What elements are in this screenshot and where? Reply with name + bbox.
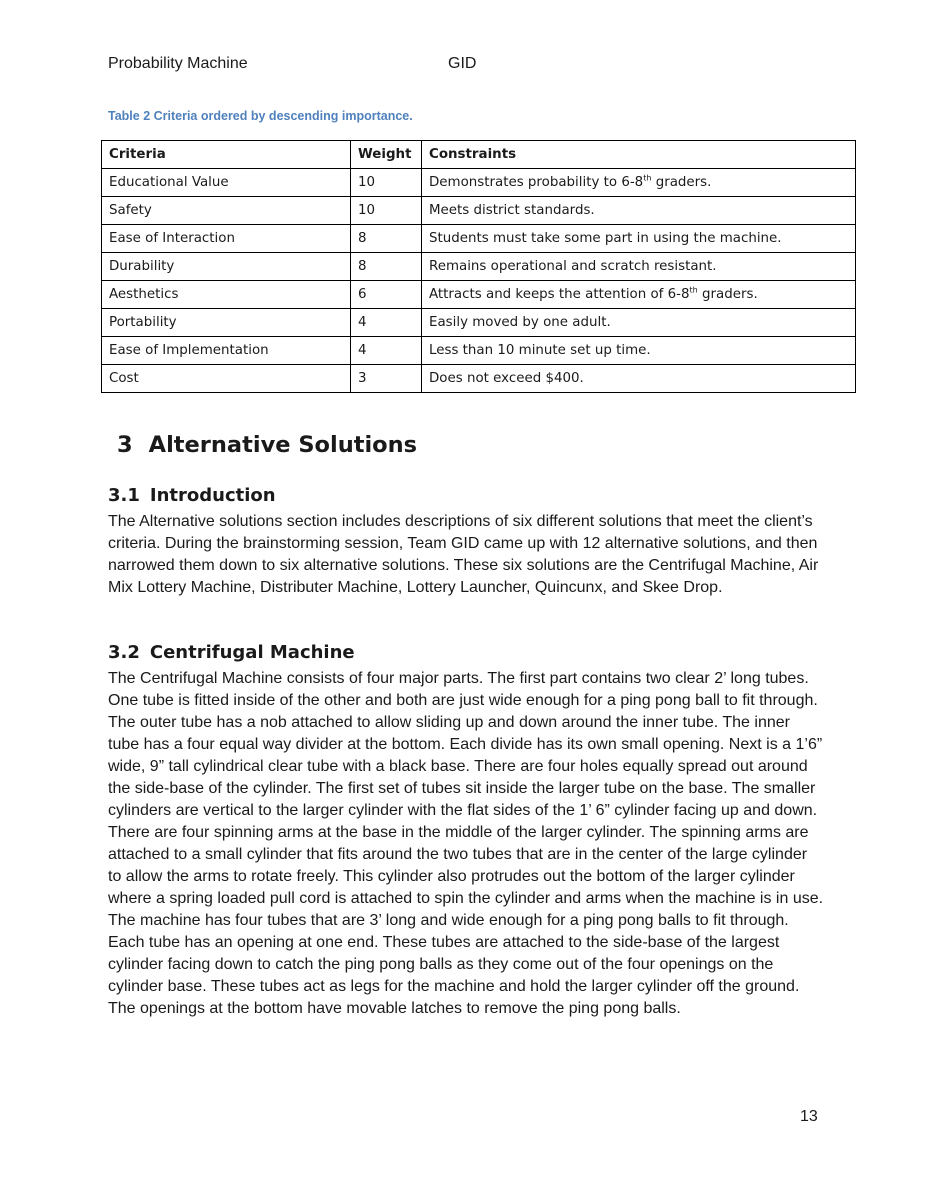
criteria-cell: Ease of Implementation xyxy=(102,337,351,365)
table-row xyxy=(102,365,856,393)
ordinal-suffix: th xyxy=(689,285,698,295)
table-row xyxy=(102,169,856,197)
weight-cell: 10 xyxy=(351,197,422,225)
table-row xyxy=(102,253,856,281)
criteria-cell: Safety xyxy=(102,197,351,225)
weight-cell: 8 xyxy=(351,253,422,281)
weight-cell: 8 xyxy=(351,225,422,253)
criteria-cell: Aesthetics xyxy=(102,281,351,309)
ordinal-suffix: th xyxy=(643,173,652,183)
constraint-cell: Remains operational and scratch resistant. xyxy=(422,253,856,281)
running-header-title: Probability Machine xyxy=(108,55,248,72)
section-title: Alternative Solutions xyxy=(148,432,418,458)
constraint-cell: Easily moved by one adult. xyxy=(422,309,856,337)
introduction-paragraph: The Alternative solutions section includes descriptions of six different solutions that meet the client’s criteria. During the brainstorming session, Team GID came up with 12 alternative solutions, and then narrowed them down to six alternative solutions. These six solutions are the Centrifugal Machine, Air Mix Lottery Machine, Distributer Machine, Lottery Launcher, Quincunx, and Skee Drop. xyxy=(108,513,819,596)
subsection-heading-introduction xyxy=(108,485,276,506)
weight-cell: 6 xyxy=(351,281,422,309)
subsection-heading-centrifugal xyxy=(108,642,355,663)
criteria-cell: Ease of Interaction xyxy=(102,225,351,253)
table-row xyxy=(102,197,856,225)
table-row xyxy=(102,281,856,309)
subsection-title: Introduction xyxy=(149,485,276,506)
centrifugal-paragraph: The Centrifugal Machine consists of four major parts. The first part contains two clear 2’ long tubes. One tube is fitted inside of the other and both are just wide enough for a ping pong ball to fit through. The outer tube has a nob attached to allow sliding up and down around the inner tube. The inner tube has a four equal way divider at the bottom. Each divide has its own small opening. Next is a 1’6” wide, 9” tall cylindrical clear tube with a black base. There are four holes equally spread out around the side-base of the cylinder. The first set of tubes sit inside the larger tube on the base. The smaller cylinders are vertical to the larger cylinder with the flat sides of the 1’ 6” cylinder facing up and down. There are four spinning arms at the base in the middle of the larger cylinder. The spinning arms are attached to a small cylinder that fits around the two tubes that are in the center of the large cylinder to allow the arms to rotate freely. This cylinder also protrudes out the bottom of the larger cylinder where a spring loaded pull cord is attached to spin the cylinder and arms when the machine is in use. The machine has four tubes that are 3’ long and wide enough for a ping pong balls to fit through. Each tube has an opening at one end. These tubes are attached to the side-base of the largest cylinder facing down to catch the ping pong balls as they come out of the four openings on the cylinder base. These tubes act as legs for the machine and hold the larger cylinder off the ground. The openings at the bottom have movable latches to remove the ping pong balls. xyxy=(108,670,824,1017)
column-header-constraints: Constraints xyxy=(422,141,856,169)
table-row xyxy=(102,225,856,253)
constraint-cell: Attracts and keeps the attention of 6-8th graders. xyxy=(422,281,856,309)
column-header-criteria: Criteria xyxy=(102,141,351,169)
criteria-cell: Cost xyxy=(102,365,351,393)
criteria-table xyxy=(101,140,856,393)
weight-cell: 4 xyxy=(351,309,422,337)
running-header-team: GID xyxy=(448,55,477,72)
criteria-cell: Durability xyxy=(102,253,351,281)
weight-cell: 4 xyxy=(351,337,422,365)
column-header-weight: Weight xyxy=(351,141,422,169)
constraint-cell: Demonstrates probability to 6-8th graders. xyxy=(422,169,856,197)
subsection-number: 3.2 xyxy=(108,642,140,663)
section-heading xyxy=(117,432,417,458)
constraint-cell: Does not exceed $400. xyxy=(422,365,856,393)
constraint-cell: Students must take some part in using the machine. xyxy=(422,225,856,253)
subsection-number: 3.1 xyxy=(108,485,140,506)
page-number: 13 xyxy=(800,1108,818,1125)
subsection-title: Centrifugal Machine xyxy=(149,642,355,663)
section-number: 3 xyxy=(117,432,133,458)
weight-cell: 3 xyxy=(351,365,422,393)
weight-cell: 10 xyxy=(351,169,422,197)
table-row xyxy=(102,337,856,365)
constraint-cell: Less than 10 minute set up time. xyxy=(422,337,856,365)
criteria-cell: Educational Value xyxy=(102,169,351,197)
table-header-row xyxy=(102,141,856,169)
table-row xyxy=(102,309,856,337)
criteria-cell: Portability xyxy=(102,309,351,337)
constraint-cell: Meets district standards. xyxy=(422,197,856,225)
table-caption: Table 2 Criteria ordered by descending importance. xyxy=(108,109,413,123)
